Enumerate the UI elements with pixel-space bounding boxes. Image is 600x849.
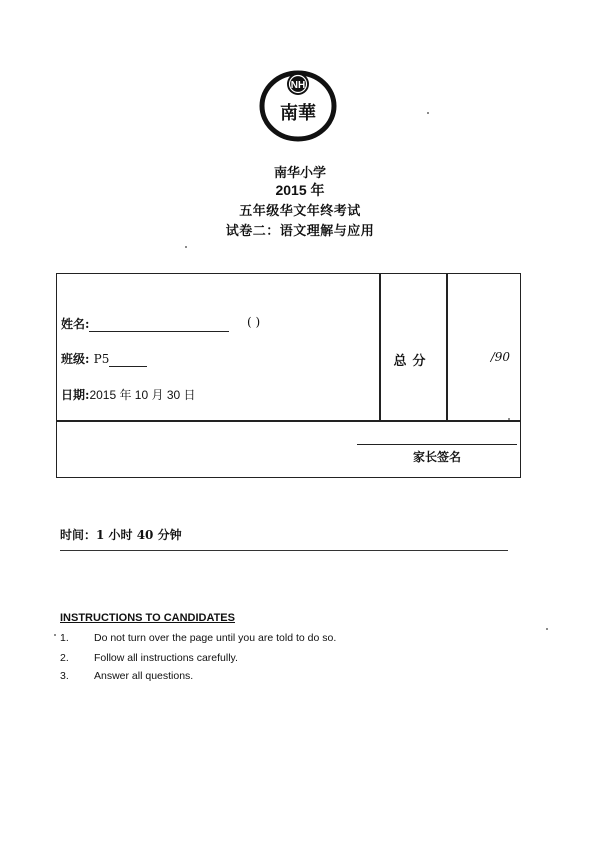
total-score-label: 总分 bbox=[393, 354, 432, 369]
class-value: P5 bbox=[93, 352, 110, 366]
divider bbox=[60, 550, 508, 551]
instruction-text: Do not turn over the page until you are told to do so. bbox=[94, 632, 337, 644]
student-info-box bbox=[56, 273, 521, 478]
date-field bbox=[61, 386, 196, 403]
scan-speck bbox=[185, 246, 187, 248]
date-label: 日期: bbox=[61, 388, 90, 402]
paper-title: 试卷二：语文理解与应用 bbox=[225, 224, 375, 239]
divider bbox=[57, 420, 520, 422]
scan-speck bbox=[546, 628, 548, 630]
logo-initials: NH bbox=[290, 80, 306, 91]
class-blank[interactable] bbox=[109, 355, 147, 367]
scan-speck bbox=[508, 418, 510, 420]
name-field[interactable] bbox=[61, 315, 229, 332]
exam-title: 五年级华文年终考试 bbox=[239, 204, 361, 219]
divider bbox=[379, 274, 381, 420]
name-label: 姓名: bbox=[61, 317, 90, 331]
date-value: 2015 年 10 月 30 日 bbox=[89, 388, 196, 402]
instruction-number: 2. bbox=[60, 652, 69, 664]
class-label: 班级: bbox=[61, 352, 90, 366]
class-field[interactable] bbox=[61, 350, 147, 367]
parent-signature-line[interactable] bbox=[357, 444, 517, 445]
index-number-blank[interactable]: ( ) bbox=[247, 315, 261, 329]
name-blank[interactable] bbox=[89, 319, 229, 332]
school-logo bbox=[258, 70, 338, 142]
school-name: 南华小学 bbox=[273, 166, 326, 181]
logo-name: 南華 bbox=[280, 103, 316, 124]
parent-signature-label: 家长签名 bbox=[412, 450, 461, 464]
instruction-text: Answer all questions. bbox=[94, 670, 194, 682]
exam-duration: 时间：1 小时 40 分钟 bbox=[60, 528, 182, 542]
instruction-text: Follow all instructions carefully. bbox=[94, 652, 238, 664]
total-score-value[interactable]: /90 bbox=[490, 350, 510, 364]
scan-speck bbox=[427, 112, 429, 114]
scan-speck bbox=[54, 634, 56, 636]
instruction-number: 1. bbox=[60, 632, 69, 644]
divider bbox=[446, 274, 448, 420]
exam-year: 2015 年 bbox=[275, 182, 325, 198]
instructions-title: INSTRUCTIONS TO CANDIDATES bbox=[60, 612, 235, 624]
instruction-number: 3. bbox=[60, 670, 69, 682]
